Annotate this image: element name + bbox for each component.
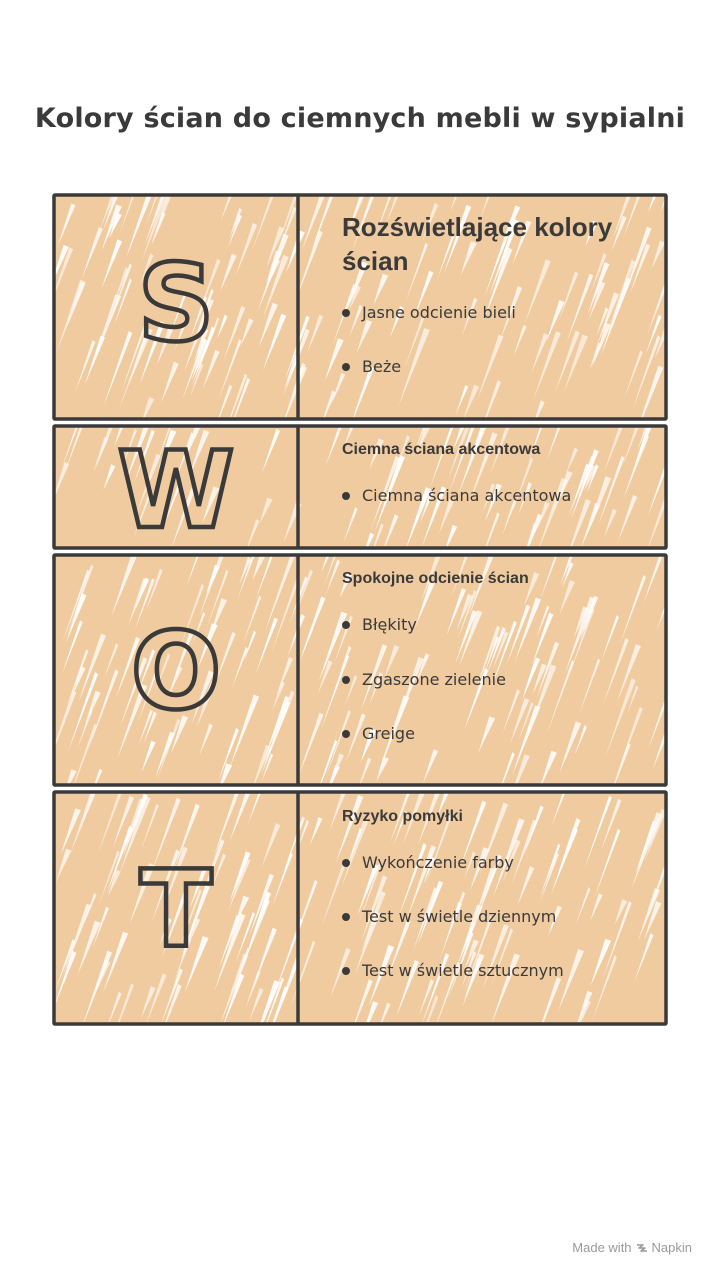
bullet-dot-icon	[342, 621, 350, 629]
letter-w: W	[117, 429, 235, 552]
letter-s: S	[137, 242, 215, 365]
bullet-dot-icon	[342, 309, 350, 317]
bullet-dot-icon	[342, 913, 350, 921]
bullet-dot-icon	[342, 676, 350, 684]
bullet-dot-icon	[342, 492, 350, 500]
row-heading: Ciemna ściana akcentowa	[342, 441, 541, 458]
made-with-napkin-badge[interactable]	[572, 1240, 692, 1255]
row-heading: Spokojne odcienie ścian	[342, 570, 529, 587]
letter-o: O	[130, 610, 222, 733]
row-heading: Ryzyko pomyłki	[342, 808, 463, 825]
bullet-dot-icon	[342, 363, 350, 371]
watermark-brand: Napkin	[651, 1240, 692, 1255]
row-heading: Rozświetlające kolory ścian	[342, 212, 613, 276]
napkin-logo-icon	[636, 1242, 648, 1254]
page-title: Kolory ścian do ciemnych mebli w sypialni	[34, 103, 686, 134]
bullet-dot-icon	[342, 967, 350, 975]
watermark-prefix: Made with	[572, 1240, 632, 1255]
bullet-dot-icon	[342, 859, 350, 867]
bullet-dot-icon	[342, 730, 350, 738]
letter-t: T	[139, 848, 213, 971]
